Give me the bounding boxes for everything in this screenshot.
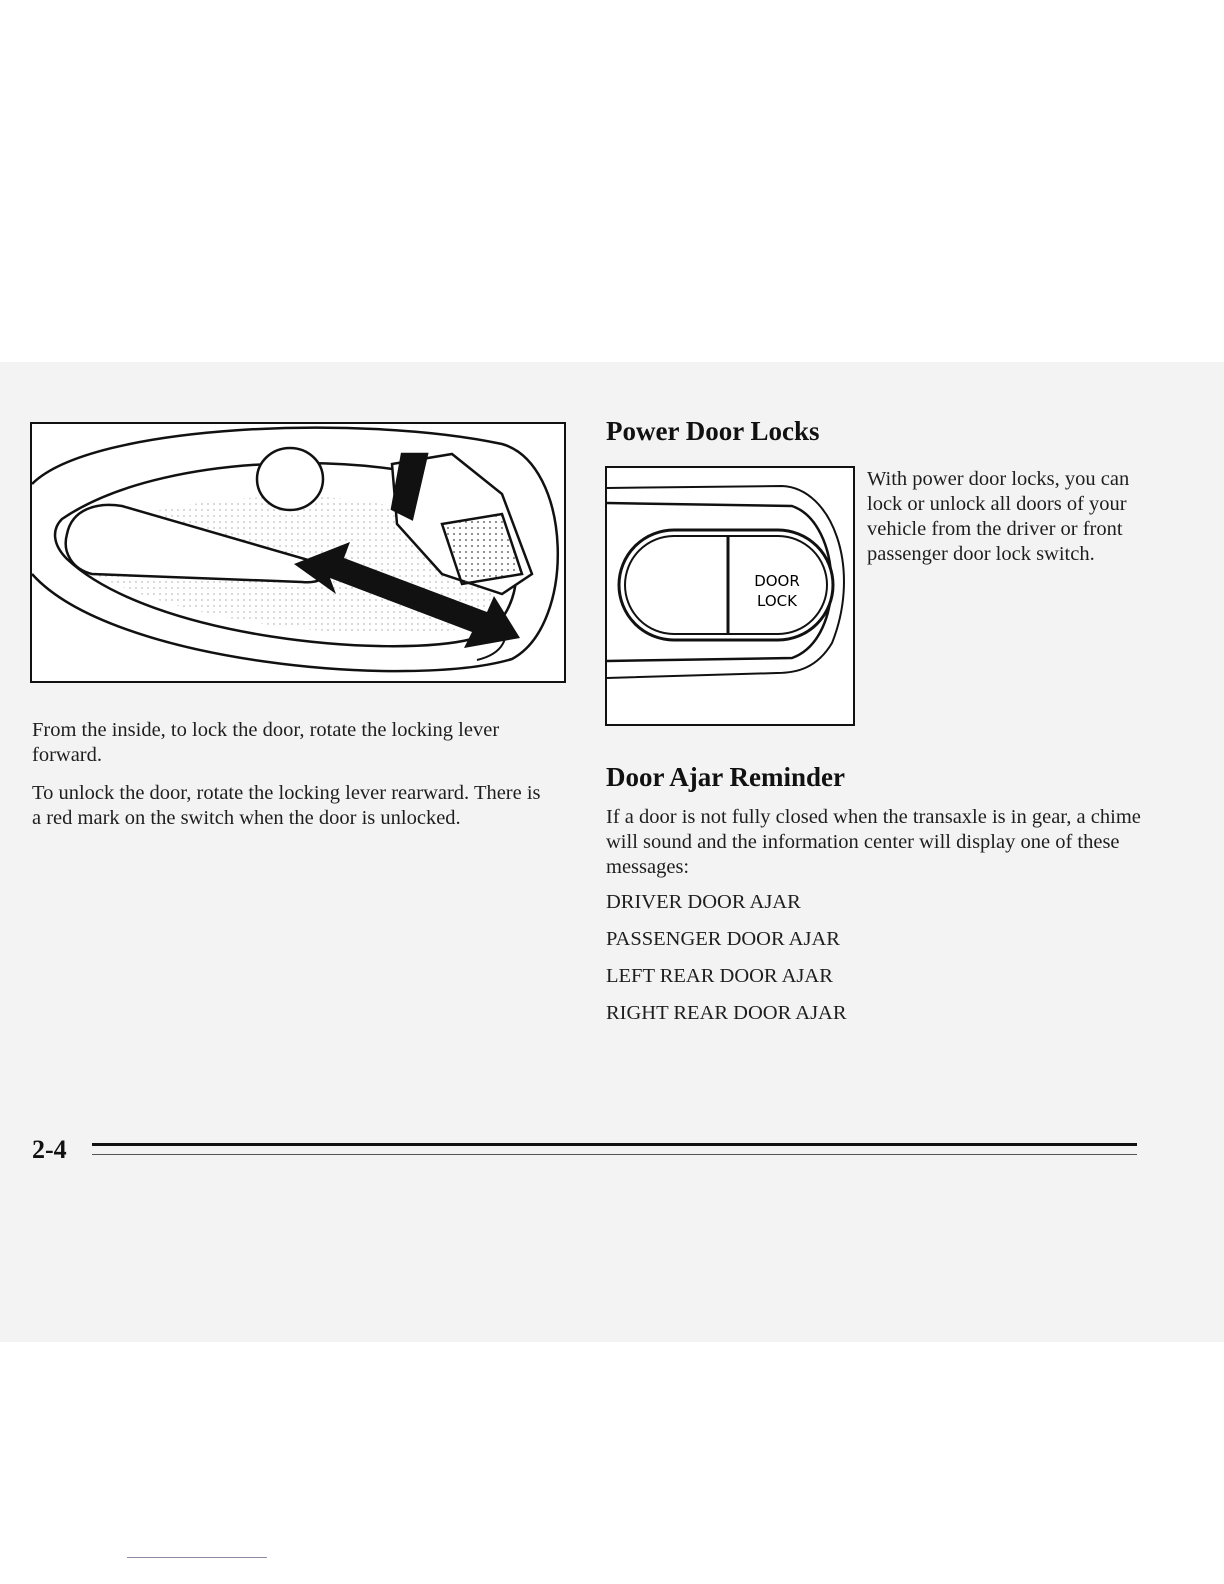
- message-item: DRIVER DOOR AJAR: [606, 891, 801, 913]
- door-ajar-messages: [606, 890, 847, 1038]
- footer-rule-thin: [92, 1154, 1137, 1155]
- footer-rule: [92, 1143, 1137, 1146]
- power-door-locks-text: With power door locks, you can lock or unlock all doors of your vehicle from the driver or front passenger door lock switch.: [867, 468, 1130, 565]
- switch-label-lock: LOCK: [757, 592, 797, 610]
- door-ajar-text: If a door is not fully closed when the transaxle is in gear, a chime will sound and the information center will display one of these messages:: [606, 806, 1141, 878]
- page-number: 2-4: [32, 1135, 67, 1164]
- divider: [127, 1557, 267, 1558]
- message-item: RIGHT REAR DOOR AJAR: [606, 1002, 847, 1024]
- unlock-instruction-text: To unlock the door, rotate the locking lever rearward. There is a red mark on the switch when the door is unlocked.: [32, 782, 541, 829]
- section-title-door-ajar: Door Ajar Reminder: [606, 762, 845, 792]
- switch-bezel: [619, 530, 833, 640]
- message-item: LEFT REAR DOOR AJAR: [606, 965, 833, 987]
- message-item: PASSENGER DOOR AJAR: [606, 928, 840, 950]
- locking-lever-illustration: [30, 422, 566, 683]
- switch-label-door: DOOR: [754, 572, 800, 590]
- lock-instruction-text: From the inside, to lock the door, rotate the locking lever forward.: [32, 719, 500, 766]
- section-title-power-door-locks: Power Door Locks: [606, 416, 820, 446]
- door-lock-switch-illustration: [605, 466, 855, 726]
- bolt-circle: [257, 448, 323, 510]
